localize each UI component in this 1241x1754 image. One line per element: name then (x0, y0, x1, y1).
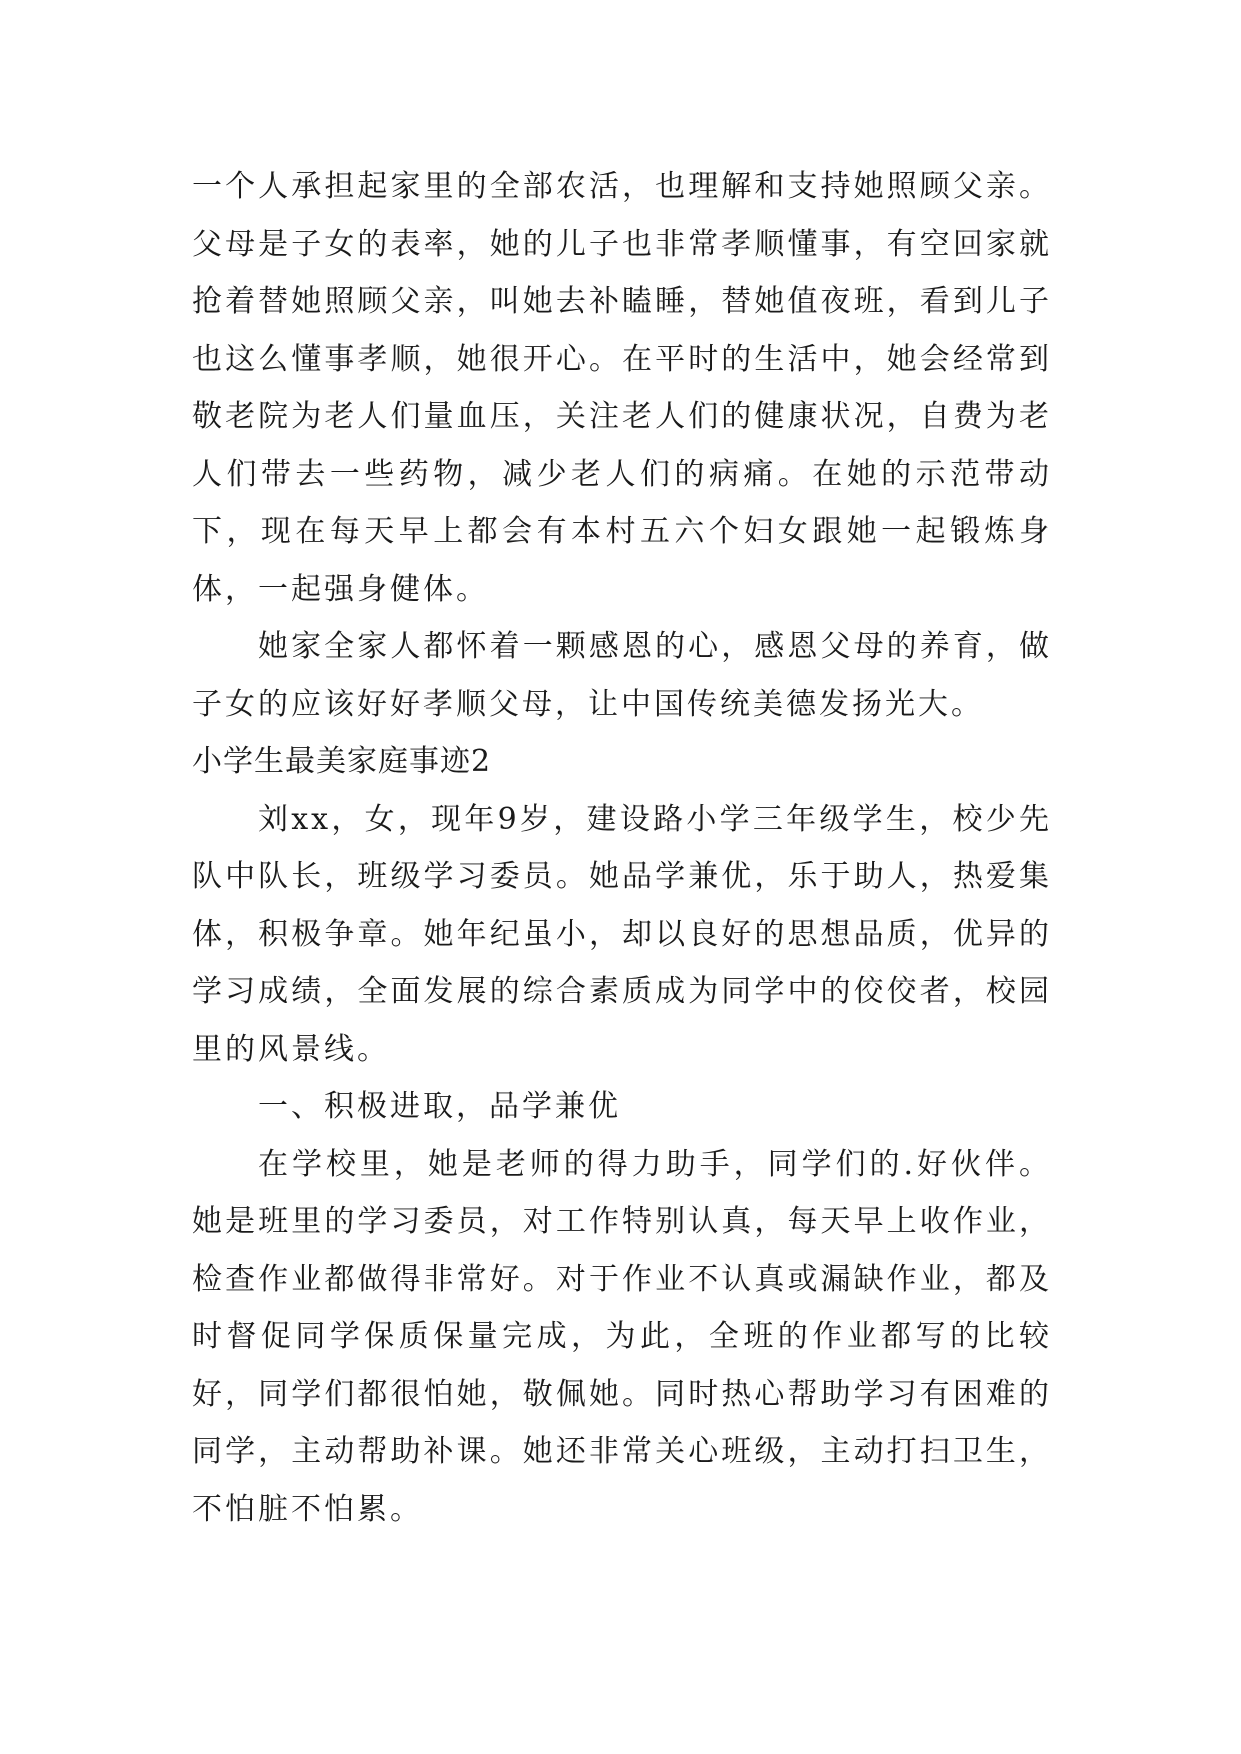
paragraph-school-life: 在学校里，她是老师的得力助手，同学们的.好伙伴。她是班里的学习委员，对工作特别认真，每天早上收作业，检查作业都做得非常好。对于作业不认真或漏缺作业，都及时督促同学保质保量完成，为此，全班的作业都写的比较好，同学们都很怕她，敬佩她。同时热心帮助学习有困难的同学，主动帮助补课。她还非常关心班级，主动打扫卫生，不怕脏不怕累。 (192, 1146, 1052, 1527)
section-title: 小学生最美家庭事迹2 (192, 744, 492, 779)
paragraph-continuation: 一个人承担起家里的全部农活，也理解和支持她照顾父亲。父母是子女的表率，她的儿子也非常孝顺懂事，有空回家就抢着替她照顾父亲，叫她去补瞌睡，替她值夜班，看到儿子也这么懂事孝顺，她很开心。在平时的生活中，她会经常到敬老院为老人们量血压，关注老人们的健康状况，自费为老人们带去一些药物，减少老人们的病痛。在她的示范带动下，现在每天早上都会有本村五六个妇女跟她一起锻炼身体，一起强身健体。 (192, 169, 1052, 607)
paragraph-gratitude: 她家全家人都怀着一颗感恩的心，感恩父母的养育，做子女的应该好好孝顺父母，让中国传统美德发扬光大。 (192, 629, 1052, 722)
paragraph-introduction: 刘xx，女，现年9岁，建设路小学三年级学生，校少先队中队长，班级学习委员。她品学兼优，乐于助人，热爱集体，积极争章。她年纪虽小，却以良好的思想品质，优异的学习成绩，全面发展的综合素质成为同学中的佼佼者，校园里的风景线。 (192, 801, 1052, 1067)
document-body (192, 158, 1052, 1538)
subsection-heading: 一、积极进取，品学兼优 (258, 1089, 621, 1124)
